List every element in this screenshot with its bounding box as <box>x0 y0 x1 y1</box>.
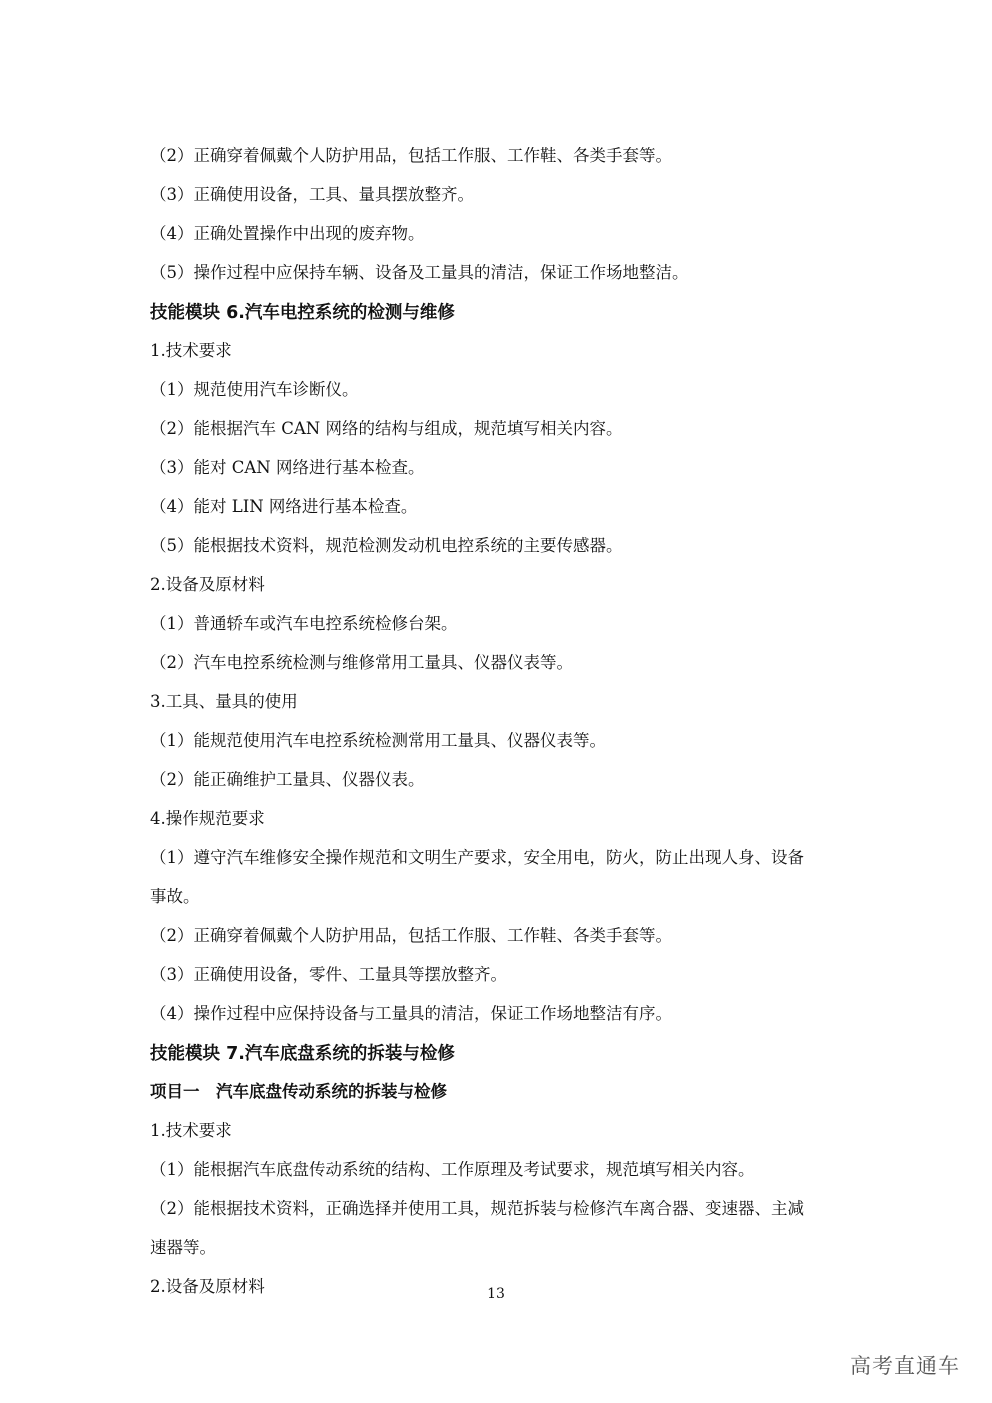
list-item: （2）正确穿着佩戴个人防护用品，包括工作服、工作鞋、各类手套等。 <box>150 145 672 165</box>
list-item: （5）能根据技术资料，规范检测发动机电控系统的主要传感器。 <box>150 535 623 555</box>
subsection-heading: 2.设备及原材料 <box>150 574 265 594</box>
list-item: （2）能根据技术资料，正确选择并使用工具，规范拆装与检修汽车离合器、变速器、主减 <box>150 1198 804 1218</box>
subsection-heading: 3.工具、量具的使用 <box>150 691 298 711</box>
list-item: （3）正确使用设备，零件、工量具等摆放整齐。 <box>150 964 507 984</box>
list-item: （2）能根据汽车 CAN 网络的结构与组成，规范填写相关内容。 <box>150 418 623 438</box>
list-item: （2）汽车电控系统检测与维修常用工量具、仪器仪表等。 <box>150 652 573 672</box>
section-heading-module-6: 技能模块 6.汽车电控系统的检测与维修 <box>150 302 455 323</box>
subsection-heading: 1.技术要求 <box>150 340 232 360</box>
subsection-heading: 1.技术要求 <box>150 1120 232 1140</box>
list-item: （1）遵守汽车维修安全操作规范和文明生产要求，安全用电，防火，防止出现人身、设备 <box>150 847 804 867</box>
list-item-continuation: 事故。 <box>150 886 200 906</box>
subsection-heading: 4.操作规范要求 <box>150 808 265 828</box>
list-item: （5）操作过程中应保持车辆、设备及工量具的清洁，保证工作场地整洁。 <box>150 262 689 282</box>
page-number: 13 <box>487 1286 505 1302</box>
list-item: （4）能对 LIN 网络进行基本检查。 <box>150 496 418 516</box>
watermark: 高考直通车 <box>850 1354 960 1378</box>
list-item: （3）能对 CAN 网络进行基本检查。 <box>150 457 425 477</box>
list-item-continuation: 速器等。 <box>150 1237 216 1257</box>
list-item: （1）规范使用汽车诊断仪。 <box>150 379 359 399</box>
project-heading: 项目一 汽车底盘传动系统的拆装与检修 <box>150 1081 447 1101</box>
subsection-heading: 2.设备及原材料 <box>150 1276 265 1296</box>
section-heading-module-7: 技能模块 7.汽车底盘系统的拆装与检修 <box>150 1043 455 1064</box>
list-item: （2）正确穿着佩戴个人防护用品，包括工作服、工作鞋、各类手套等。 <box>150 925 672 945</box>
list-item: （1）能规范使用汽车电控系统检测常用工量具、仪器仪表等。 <box>150 730 606 750</box>
list-item: （4）操作过程中应保持设备与工量具的清洁，保证工作场地整洁有序。 <box>150 1003 672 1023</box>
list-item: （4）正确处置操作中出现的废弃物。 <box>150 223 425 243</box>
list-item: （3）正确使用设备，工具、量具摆放整齐。 <box>150 184 474 204</box>
list-item: （1）能根据汽车底盘传动系统的结构、工作原理及考试要求，规范填写相关内容。 <box>150 1159 755 1179</box>
list-item: （2）能正确维护工量具、仪器仪表。 <box>150 769 425 789</box>
list-item: （1）普通轿车或汽车电控系统检修台架。 <box>150 613 458 633</box>
